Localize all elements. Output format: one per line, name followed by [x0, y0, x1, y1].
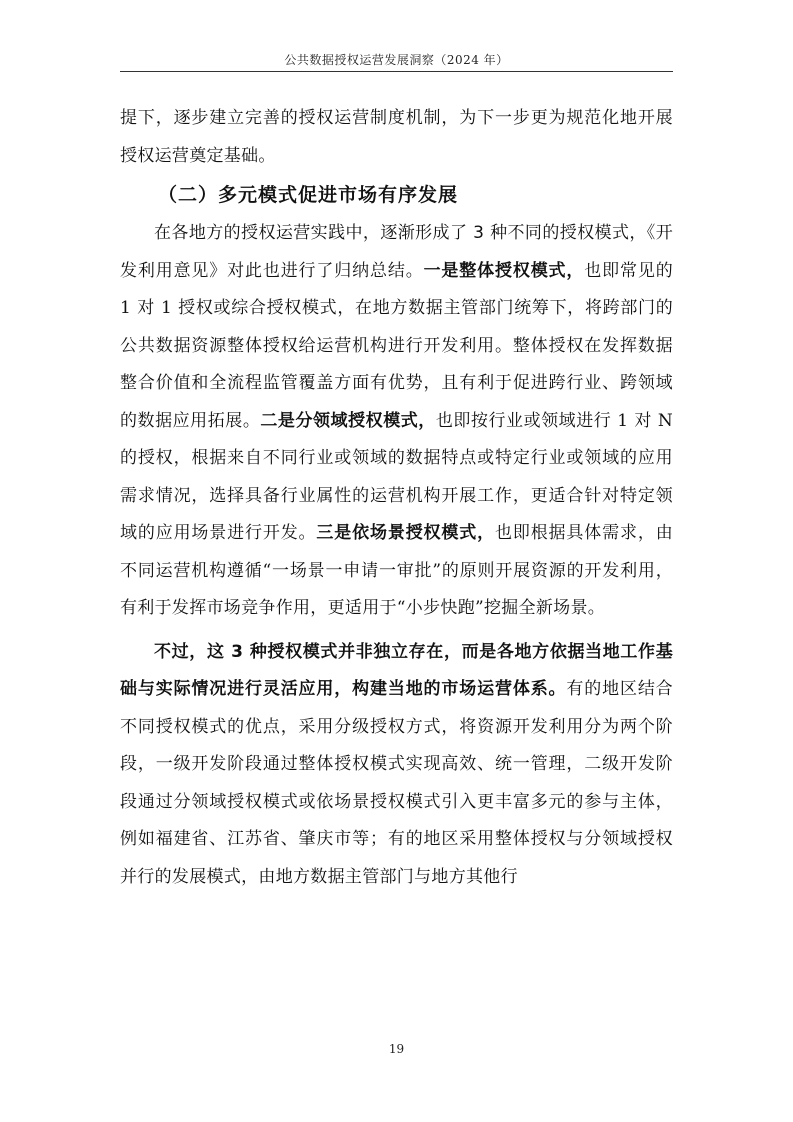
bold-phrase-summary: 不过，这 3 种授权模式并非独立存在，而是各地方依据当地工作基础与实际情况进行灵活应用，构建当地的市场运营体系。 [120, 641, 673, 699]
document-body [120, 100, 673, 896]
running-header: 公共数据授权运营发展洞察（2024 年） [284, 53, 509, 67]
bold-phrase-scenario-authorization: 三是依场景授权模式， [316, 523, 495, 543]
paragraph-authorization-modes [120, 215, 673, 628]
paragraph-text: 也即根据具体需求，由不同运营机构遵循“一场景一申请一审批”的原则开展资源的开发利用，有利于发挥市场竞争作用，更适用于“小步快跑”挖掘全新场景。 [120, 523, 673, 618]
paragraph-continuation: 提下，逐步建立完善的授权运营制度机制，为下一步更为规范化地开展授权运营奠定基础。 [120, 108, 673, 166]
section-heading: （二）多元模式促进市场有序发展 [158, 184, 459, 206]
paragraph-text: 也即常见的 1 对 1 授权或综合授权模式，在地方数据主管部门统筹下，将跨部门的公共数据资源整体授权给运营机构进行开发利用。整体授权在发挥数据整合价值和全流程监管覆盖方面有优势，且有利于促进跨行业、跨领域的数据应用拓展。 [120, 260, 674, 431]
paragraph-text: 在各地方的授权运营实践中，逐渐形成了 3 种不同的授权模式，《开发利用意见》对此也进行了归纳总结。 [120, 223, 673, 281]
bold-phrase-overall-authorization: 一是整体授权模式， [423, 260, 585, 281]
bold-phrase-domain-authorization: 二是分领域授权模式， [260, 410, 436, 431]
paragraph-flexible-application [120, 634, 673, 897]
header-divider [120, 71, 673, 72]
page-number: 19 [388, 1042, 405, 1056]
paragraph-text: 也即按行业或领域进行 1 对 N 的授权，根据来自不同行业或领域的数据特点或特定行业或领域的应用需求情况，选择具备行业属性的运营机构开展工作，更适合针对特定领域的应用场景进行开发。 [120, 410, 673, 543]
paragraph-text: 有的地区结合不同授权模式的优点，采用分级授权方式，将资源开发利用分为两个阶段，一级开发阶段通过整体授权模式实现高效、统一管理，二级开发阶段通过分领域授权模式或依场景授权模式引入更丰富多元的参与主体，例如福建省、江苏省、肇庆市等；有的地区采用整体授权与分领域授权并行的发展模式，由地方数据主管部门与地方其他行 [120, 679, 673, 887]
